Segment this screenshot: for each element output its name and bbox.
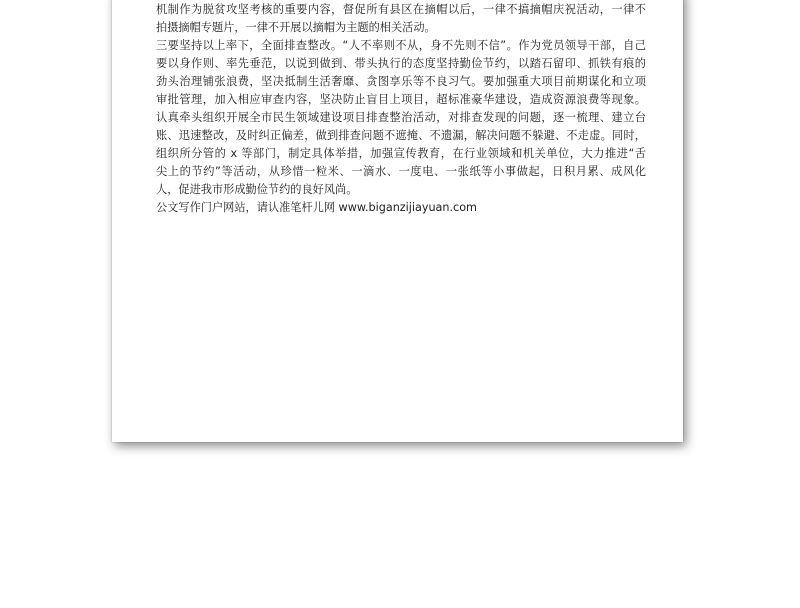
- text-line-cut: [156, 0, 646, 1]
- document-body: [156, 0, 646, 217]
- website-notice: 公文写作门户网站，请认准笔杆儿网 www.biganzijiayuan.com: [156, 201, 477, 214]
- text-line: 账、迅速整改，及时纠正偏差，做到排查问题不遮掩、不遗漏，解决问题不躲避、不走虚。同时，: [156, 129, 646, 142]
- text-line: 人，促进我市形成勤俭节约的良好风尚。: [156, 183, 358, 196]
- text-line: 审批管理，加入相应审查内容，坚决防止盲目上项目，超标准豪华建设，造成资源浪费等现象。: [156, 93, 646, 106]
- text-line: 要以身作则、率先垂范，以说到做到、带头执行的态度坚持勤俭节约，以踏石留印、抓铁有痕的: [156, 57, 646, 70]
- text-line: 尖上的节约”等活动，从珍惜一粒米、一滴水、一度电、一张纸等小事做起，日积月累、成风化: [156, 165, 646, 178]
- text-line: 机制作为脱贫攻坚考核的重要内容，督促所有县区在摘帽以后，一律不搞摘帽庆祝活动，一律不: [156, 3, 646, 16]
- text-line: 三要坚持以上率下，全面排查整改。“人不率则不从，身不先则不信”。作为党员领导干部，自己: [156, 39, 646, 52]
- text-line: 组织所分管的 x 等部门，制定具体举措，加强宣传教育，在行业领域和机关单位，大力推进“舌: [156, 147, 646, 160]
- text-line: 认真牵头组织开展全市民生领域建设项目排查整治活动，对排查发现的问题，逐一梳理、建立台: [156, 111, 646, 124]
- text-line: 拍摄摘帽专题片，一律不开展以摘帽为主题的相关活动。: [156, 21, 436, 34]
- document-page: [112, 0, 683, 442]
- cut-off-line: [156, 0, 646, 1]
- text-line: 劲头治理铺张浪费，坚决抵制生活奢靡、贪图享乐等不良习气。要加强重大项目前期谋化和立项: [156, 75, 646, 88]
